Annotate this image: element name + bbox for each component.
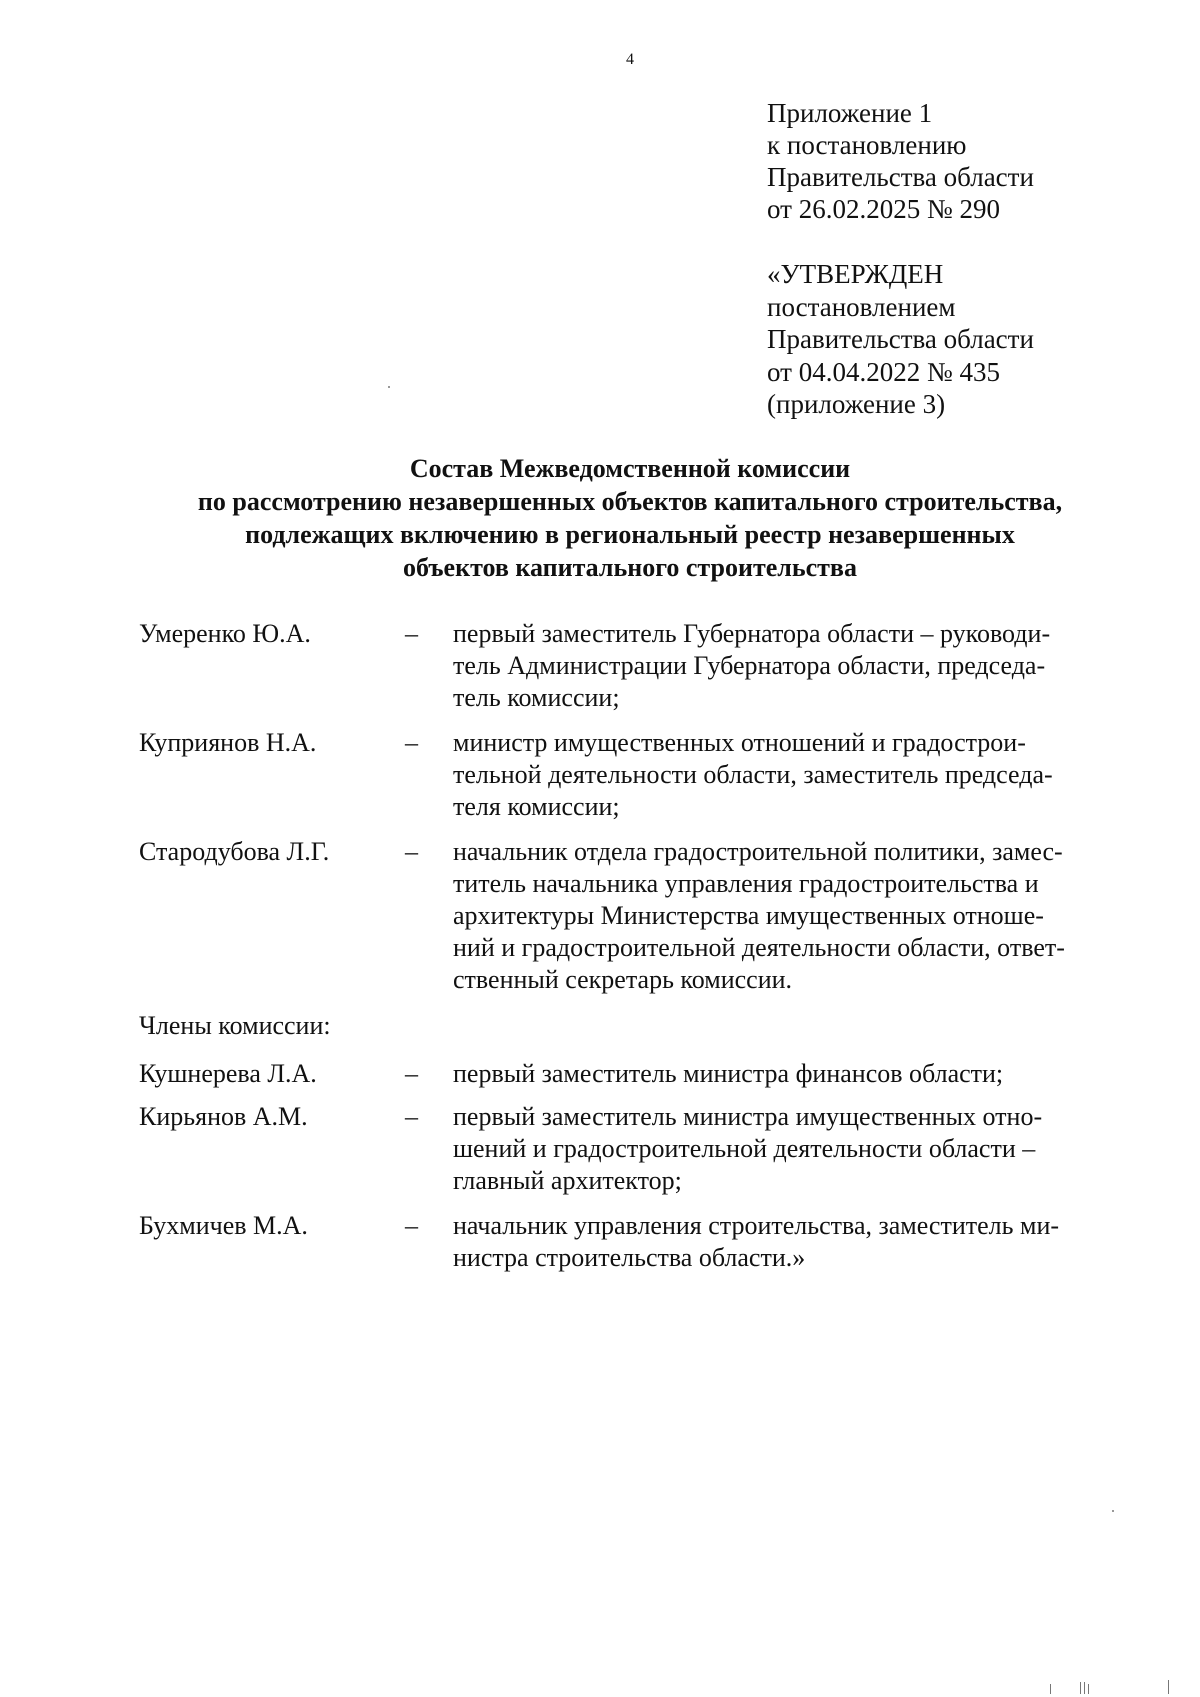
position-line: министр имущественных отношений и градострои- [453,728,1026,757]
position-line: тель Администрации Губернатора области, председа- [453,651,1046,680]
scan-edge-mark [1084,1682,1085,1694]
member-position [453,1101,1153,1197]
position-line: первый заместитель министра имущественных отно- [453,1102,1043,1131]
member-dash: – [405,837,418,866]
position-line: теля комиссии; [453,792,620,821]
approved-line: Правительства области [767,324,1034,354]
approved-line: от 04.04.2022 № 435 [767,356,1000,387]
position-line: первый заместитель министра финансов области; [453,1059,1004,1088]
member-position [453,836,1153,996]
approved-line: «УТВЕРЖДЕН [767,259,944,289]
scan-speck [1112,1510,1114,1512]
attachment-line: Приложение 1 [767,98,933,128]
attachment-header [767,97,1034,225]
scan-edge-mark [1088,1684,1089,1694]
member-dash: – [405,1102,418,1131]
scan-edge-mark [1168,1680,1169,1694]
attachment-line: к постановлению [767,130,967,160]
position-line: первый заместитель Губернатора области – руководи- [453,619,1051,648]
position-line: тельной деятельности области, заместитель председа- [453,760,1053,789]
position-line: начальник управления строительства, заместитель ми- [453,1211,1060,1240]
member-dash: – [405,1059,418,1088]
members-heading: Члены комиссии: [139,1011,331,1040]
position-line: нистра строительства области.» [453,1243,806,1272]
member-name: Куприянов Н.А. [139,728,317,757]
title-line: подлежащих включению в региональный реестр незавершенных [245,520,1015,549]
title-line: по рассмотрению незавершенных объектов капитального строительства, [197,487,1063,516]
approved-line: постановлением [767,291,956,322]
member-name: Стародубова Л.Г. [139,837,330,866]
scan-edge-mark [1080,1682,1081,1694]
attachment-line: от 26.02.2025 № 290 [767,194,1000,224]
member-name: Умеренко Ю.А. [139,619,311,648]
position-line: архитектуры Министерства имущественных отноше- [453,901,1044,930]
attachment-line: Правительства области [767,162,1034,192]
member-position [453,727,1153,823]
member-position [453,1210,1153,1274]
member-name: Бухмичев М.А. [139,1211,308,1240]
position-line: шений и градостроительной деятельности области – [453,1134,1036,1163]
document-title [100,452,1160,584]
position-line: начальник отдела градостроительной политики, замес- [453,837,1063,866]
member-position [453,618,1153,714]
position-line: главный архитектор; [453,1166,682,1195]
member-position [453,1058,1153,1090]
position-line: ственный секретарь комиссии. [453,965,793,994]
position-line: ний и градостроительной деятельности области, ответ- [453,933,1065,962]
member-name: Кирьянов А.М. [139,1102,308,1131]
approval-stamp-text [767,258,1034,421]
position-line: титель начальника управления градостроительства и [453,869,1039,898]
scan-edge-mark [1050,1684,1051,1694]
title-line: объектов капитального строительства [403,553,857,582]
member-dash: – [405,1211,418,1240]
scan-speck [388,386,390,388]
member-dash: – [405,728,418,757]
title-line: Состав Межведомственной комиссии [409,454,851,483]
member-name: Кушнерева Л.А. [139,1059,317,1088]
page-number: 4 [626,51,634,68]
position-line: тель комиссии; [453,683,620,712]
approved-line: (приложение 3) [767,389,946,419]
member-dash: – [405,619,418,648]
